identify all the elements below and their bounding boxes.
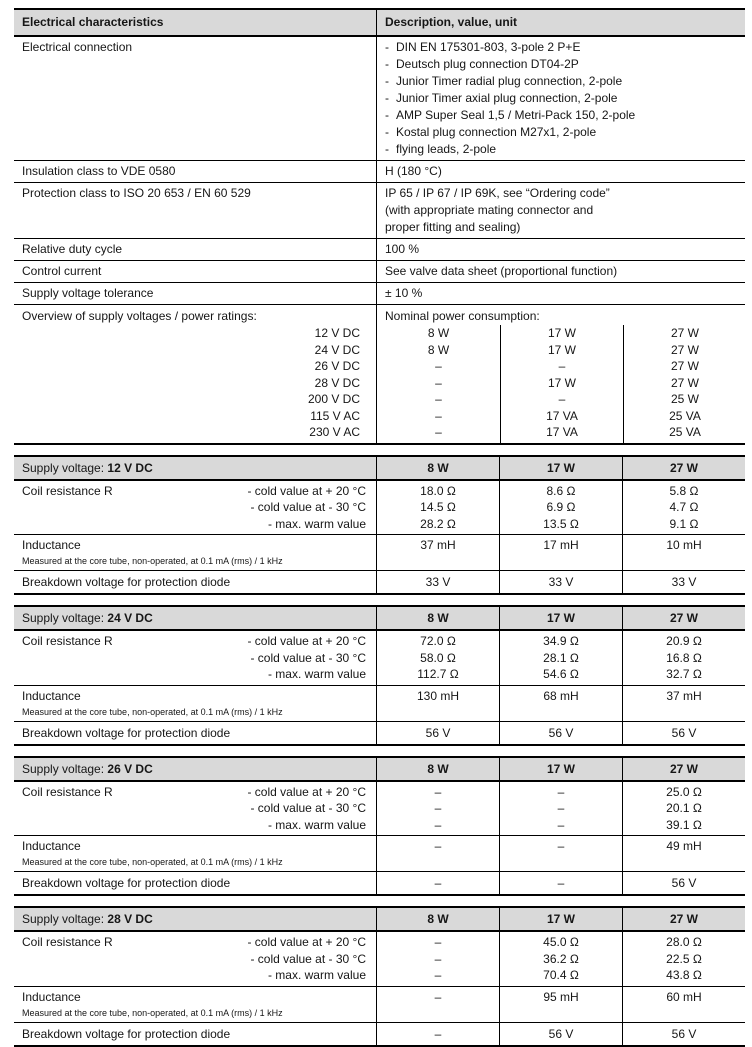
coil-resistance-row	[14, 782, 745, 837]
power-column-27w	[623, 325, 746, 443]
inductance-note: Measured at the core tube, non-operated, at 0.1 mA (rms) / 1 kHz	[22, 857, 283, 867]
inductance-left	[14, 686, 376, 721]
coil-resistance-row	[14, 631, 745, 686]
connection-list	[376, 37, 745, 160]
supply-voltage-title	[14, 457, 376, 479]
row-value-multiline	[376, 183, 745, 238]
coil-values-27w	[622, 782, 745, 836]
list-item: - AMP Super Seal 1,5 / Metri-Pack 150, 2-pole	[385, 107, 737, 124]
inductance-value: –	[499, 836, 622, 871]
coil-values-27w	[622, 631, 745, 685]
power-value: –	[435, 392, 442, 406]
supply-voltage-prefix: Supply voltage:	[22, 611, 105, 625]
spec-block-26vdc	[14, 756, 745, 897]
breakdown-voltage-row	[14, 872, 745, 894]
row-label: Supply voltage tolerance	[22, 286, 154, 300]
coil-value: –	[557, 784, 565, 799]
supply-voltage-prefix: Supply voltage:	[22, 761, 105, 776]
spec-block-24vdc	[14, 605, 745, 746]
power-value: –	[558, 359, 566, 373]
power-column-17w	[500, 325, 623, 443]
row-value: ± 10 %	[376, 283, 745, 304]
power-column-header: 27 W	[622, 908, 745, 930]
coil-value: 4.7 Ω	[669, 500, 699, 514]
supply-voltage-prefix: Supply voltage:	[22, 460, 105, 475]
inductance-left	[14, 535, 376, 570]
breakdown-value: 33 V	[376, 571, 499, 593]
power-column-header: 8 W	[376, 607, 499, 629]
power-value: –	[435, 359, 442, 373]
supply-voltage-title	[14, 758, 376, 780]
list-item: - Junior Timer radial plug connection, 2-pole	[385, 73, 737, 90]
power-column-8w	[377, 325, 500, 443]
coil-resistance-left	[14, 932, 376, 986]
coil-value: 20.9 Ω	[666, 634, 702, 648]
coil-value: –	[434, 801, 442, 815]
spec-block-28vdc	[14, 906, 745, 1047]
power-value: 27 W	[670, 342, 699, 357]
power-column-header: 27 W	[622, 457, 745, 479]
coil-value: 6.9 Ω	[546, 500, 576, 514]
breakdown-value: 56 V	[499, 722, 622, 744]
power-value: 17 W	[547, 375, 576, 390]
coil-values-8w	[376, 481, 499, 535]
inductance-value: 37 mH	[376, 535, 499, 570]
electrical-characteristics-table	[14, 8, 745, 445]
power-columns	[377, 325, 745, 443]
power-value: 17 W	[547, 342, 576, 357]
breakdown-value: 56 V	[499, 1023, 622, 1045]
coil-value: 9.1 Ω	[669, 516, 699, 531]
coil-condition: - max. warm value	[267, 968, 366, 982]
breakdown-label: Breakdown voltage for protection diode	[22, 575, 231, 589]
coil-value: 13.5 Ω	[543, 516, 579, 531]
power-column-header: 17 W	[499, 457, 622, 479]
inductance-label: Inductance	[22, 839, 81, 853]
inductance-value: 10 mH	[622, 535, 745, 570]
table-header-row	[14, 10, 745, 37]
power-value: 25 W	[670, 392, 699, 406]
voltage-item: 12 V DC	[314, 326, 360, 340]
inductance-value: –	[376, 836, 499, 871]
power-value: 27 W	[670, 359, 699, 373]
supply-voltage-value: 28 V DC	[107, 912, 153, 926]
coil-values-8w	[376, 932, 499, 986]
coil-value: 5.8 Ω	[669, 483, 699, 498]
spec-block-header	[14, 607, 745, 631]
inductance-left	[14, 836, 376, 871]
overview-voltage-list	[22, 325, 368, 441]
row-protection-class	[14, 183, 745, 239]
row-supply-voltage-overview	[14, 305, 745, 445]
coil-condition: - cold value at - 30 °C	[250, 650, 366, 665]
inductance-note: Measured at the core tube, non-operated, at 0.1 mA (rms) / 1 kHz	[22, 556, 283, 566]
power-value: 27 W	[670, 375, 699, 390]
inductance-label: Inductance	[22, 989, 81, 1004]
inductance-value: 68 mH	[499, 686, 622, 721]
coil-value: 14.5 Ω	[420, 500, 456, 514]
coil-values-27w	[622, 481, 745, 535]
overview-label: Overview of supply voltages / power ratings:	[22, 309, 257, 323]
inductance-value: 17 mH	[499, 535, 622, 570]
coil-value: –	[434, 968, 442, 982]
inductance-row	[14, 836, 745, 872]
coil-values-17w	[499, 782, 622, 836]
breakdown-voltage-row	[14, 1023, 745, 1045]
coil-value: 22.5 Ω	[666, 951, 702, 966]
nominal-power-header: Nominal power consumption:	[385, 309, 540, 323]
supply-voltage-title	[14, 607, 376, 629]
power-value: 17 VA	[546, 408, 578, 423]
coil-value: 8.6 Ω	[546, 483, 576, 498]
coil-resistance-left	[14, 782, 376, 836]
coil-condition: - cold value at + 20 °C	[247, 935, 366, 949]
coil-conditions	[247, 633, 368, 683]
power-column-header: 8 W	[376, 758, 499, 780]
coil-value: 18.0 Ω	[420, 483, 456, 498]
spec-block-12vdc	[14, 455, 745, 596]
inductance-row	[14, 535, 745, 571]
inductance-row	[14, 987, 745, 1023]
coil-value: –	[434, 817, 442, 832]
coil-value: –	[557, 817, 565, 832]
row-label: Insulation class to VDE 0580	[22, 164, 176, 178]
breakdown-value: 56 V	[622, 872, 745, 894]
power-value: 17 W	[547, 326, 576, 340]
breakdown-label: Breakdown voltage for protection diode	[22, 1026, 231, 1041]
power-value: 27 W	[670, 326, 699, 340]
coil-conditions	[247, 784, 368, 834]
breakdown-value: 56 V	[376, 722, 499, 744]
breakdown-value: –	[499, 872, 622, 894]
coil-value: 36.2 Ω	[543, 951, 579, 966]
coil-values-8w	[376, 631, 499, 685]
breakdown-label: Breakdown voltage for protection diode	[22, 876, 231, 890]
supply-voltage-value: 24 V DC	[107, 611, 153, 625]
row-label: Electrical connection	[22, 40, 133, 54]
inductance-value: 60 mH	[622, 987, 745, 1022]
voltage-item: 26 V DC	[314, 359, 360, 373]
row-relative-duty-cycle	[14, 239, 745, 261]
overview-right	[376, 305, 745, 443]
inductance-note: Measured at the core tube, non-operated, at 0.1 mA (rms) / 1 kHz	[22, 1007, 283, 1018]
supply-voltage-prefix: Supply voltage:	[22, 912, 105, 926]
inductance-value: 130 mH	[376, 686, 499, 721]
inductance-label: Inductance	[22, 538, 81, 552]
breakdown-value: 33 V	[499, 571, 622, 593]
coil-resistance-label: Coil resistance R	[22, 935, 113, 949]
power-value: 25 VA	[669, 408, 701, 423]
voltage-item: 28 V DC	[314, 375, 360, 390]
coil-values-17w	[499, 932, 622, 986]
coil-resistance-left	[14, 631, 376, 685]
coil-values-27w	[622, 932, 745, 986]
power-column-header: 8 W	[376, 908, 499, 930]
coil-value: 70.4 Ω	[543, 968, 579, 982]
coil-resistance-label: Coil resistance R	[22, 483, 113, 498]
power-value: 17 VA	[546, 425, 578, 439]
inductance-value: 37 mH	[622, 686, 745, 721]
supply-voltage-value: 26 V DC	[107, 761, 153, 776]
coil-conditions	[247, 483, 368, 533]
power-column-header: 27 W	[622, 607, 745, 629]
coil-condition: - max. warm value	[267, 516, 366, 531]
row-electrical-connection	[14, 37, 745, 161]
coil-value: 54.6 Ω	[543, 667, 579, 681]
voltage-item: 115 V AC	[310, 408, 360, 423]
power-column-header: 17 W	[499, 908, 622, 930]
row-label: Protection class to ISO 20 653 / EN 60 529	[22, 186, 251, 200]
inductance-label: Inductance	[22, 688, 81, 703]
inductance-value: –	[376, 987, 499, 1022]
coil-value: 112.7 Ω	[417, 667, 459, 681]
inductance-left	[14, 987, 376, 1022]
supply-voltage-title	[14, 908, 376, 930]
list-item: - Deutsch plug connection DT04-2P	[385, 56, 737, 73]
breakdown-value: 56 V	[622, 1023, 745, 1045]
coil-value: 20.1 Ω	[666, 801, 702, 815]
coil-value: 28.1 Ω	[543, 650, 579, 665]
coil-value: –	[557, 801, 565, 815]
coil-value: 16.8 Ω	[666, 650, 702, 665]
coil-resistance-label: Coil resistance R	[22, 784, 113, 799]
power-column-header: 27 W	[622, 758, 745, 780]
coil-resistance-left	[14, 481, 376, 535]
row-insulation-class	[14, 161, 745, 183]
coil-conditions	[247, 934, 368, 984]
inductance-value: 95 mH	[499, 987, 622, 1022]
coil-condition: - max. warm value	[267, 817, 366, 832]
power-column-header: 17 W	[499, 607, 622, 629]
coil-value: 43.8 Ω	[666, 968, 702, 982]
row-value: 100 %	[376, 239, 745, 260]
row-label: Relative duty cycle	[22, 242, 123, 256]
coil-value: 25.0 Ω	[666, 784, 702, 799]
coil-values-17w	[499, 631, 622, 685]
power-value: 8 W	[427, 326, 450, 340]
coil-condition: - cold value at - 30 °C	[250, 951, 366, 966]
coil-value: 28.0 Ω	[666, 935, 702, 949]
spec-block-header	[14, 908, 745, 932]
coil-condition: - cold value at - 30 °C	[250, 500, 366, 514]
coil-value: –	[434, 784, 442, 799]
coil-condition: - max. warm value	[267, 667, 366, 681]
coil-value: 45.0 Ω	[543, 935, 579, 949]
overview-left	[14, 305, 376, 443]
row-control-current	[14, 261, 745, 283]
power-value: 8 W	[427, 342, 450, 357]
coil-condition: - cold value at - 30 °C	[250, 801, 366, 815]
voltage-item: 200 V DC	[307, 392, 360, 406]
power-value: –	[435, 375, 442, 390]
breakdown-value: –	[376, 1023, 499, 1045]
header-description-value-unit: Description, value, unit	[376, 10, 745, 35]
breakdown-value: –	[376, 872, 499, 894]
breakdown-voltage-row	[14, 571, 745, 593]
voltage-item: 230 V AC	[309, 425, 360, 439]
coil-values-8w	[376, 782, 499, 836]
power-value: –	[558, 392, 566, 406]
supply-voltage-value: 12 V DC	[107, 460, 153, 475]
voltage-item: 24 V DC	[314, 342, 360, 357]
breakdown-label: Breakdown voltage for protection diode	[22, 725, 231, 740]
power-value: –	[435, 408, 442, 423]
breakdown-value: 56 V	[622, 722, 745, 744]
breakdown-value: 33 V	[622, 571, 745, 593]
spec-block-header	[14, 758, 745, 782]
coil-value: 72.0 Ω	[420, 634, 456, 648]
power-column-header: 8 W	[376, 457, 499, 479]
coil-resistance-label: Coil resistance R	[22, 634, 113, 648]
coil-value: 34.9 Ω	[543, 634, 579, 648]
header-electrical-characteristics: Electrical characteristics	[22, 15, 164, 29]
list-item: - DIN EN 175301-803, 3-pole 2 P+E	[385, 39, 737, 56]
coil-condition: - cold value at + 20 °C	[247, 634, 366, 648]
coil-value: 32.7 Ω	[666, 667, 702, 681]
inductance-row	[14, 686, 745, 722]
row-value: See valve data sheet (proportional function)	[376, 261, 745, 282]
coil-value: –	[434, 935, 442, 949]
coil-condition: - cold value at + 20 °C	[247, 483, 366, 498]
list-item: - Junior Timer axial plug connection, 2-pole	[385, 90, 737, 107]
row-supply-voltage-tolerance	[14, 283, 745, 305]
value-line: proper fitting and sealing)	[385, 220, 521, 234]
breakdown-voltage-row	[14, 722, 745, 744]
coil-value: –	[434, 951, 442, 966]
power-column-header: 17 W	[499, 758, 622, 780]
coil-resistance-row	[14, 932, 745, 987]
coil-value: 39.1 Ω	[666, 817, 702, 832]
list-item: - flying leads, 2-pole	[385, 141, 737, 158]
coil-condition: - cold value at + 20 °C	[247, 784, 366, 799]
inductance-value: 49 mH	[622, 836, 745, 871]
row-value: H (180 °C)	[376, 161, 745, 182]
list-item: - Kostal plug connection M27x1, 2-pole	[385, 124, 737, 141]
power-value: –	[435, 425, 442, 439]
spec-block-header	[14, 457, 745, 481]
coil-value: 58.0 Ω	[420, 650, 456, 665]
coil-resistance-row	[14, 481, 745, 536]
power-value: 25 VA	[669, 425, 701, 439]
value-line: IP 65 / IP 67 / IP 69K, see “Ordering code”	[385, 186, 610, 200]
coil-values-17w	[499, 481, 622, 535]
value-line: (with appropriate mating connector and	[385, 203, 594, 217]
coil-value: 28.2 Ω	[420, 516, 456, 531]
row-label: Control current	[22, 264, 102, 278]
inductance-note: Measured at the core tube, non-operated, at 0.1 mA (rms) / 1 kHz	[22, 706, 283, 717]
